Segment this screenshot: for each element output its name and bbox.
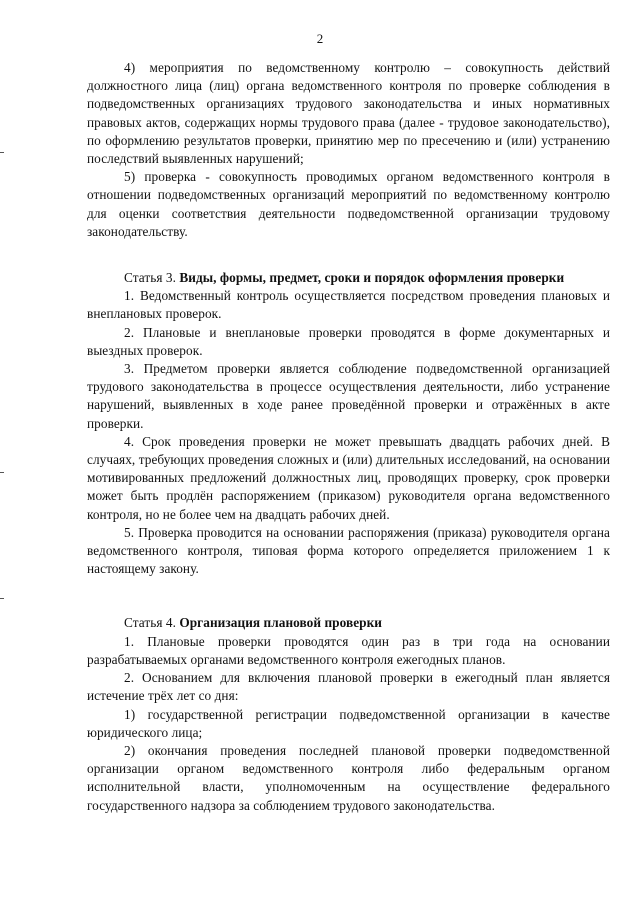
article-3-item-5: 5. Проверка проводится на основании распоряжения (приказа) руководителя органа ведомственного контроля, типовая форма которого определяется приложением 1 к настоящему закону.	[87, 524, 610, 577]
article-4-item-2: 2. Основанием для включения плановой проверки в ежегодный план является истечение трёх лет со дня:	[87, 670, 610, 704]
article-4-title: Организация плановой проверки	[179, 615, 383, 631]
definition-item-4: 4) мероприятия по ведомственному контролю – совокупность действий должностного лица (лиц) органа ведомственного контроля по проверке соблюдения в подведомственных организациях трудового законодательства и иных нормативных правовых актов, содержащих нормы трудового права (далее - трудовое законодательство), по оформлению результатов проверки, принятию мер по пресечению и (или) устранению последствий выявленных нарушений;	[87, 60, 610, 167]
article-3-prefix: Статья 3.	[124, 270, 176, 286]
definition-item-5: 5) проверка - совокупность проводимых органом ведомственного контроля в отношении подведомственных организаций мероприятий по ведомственному контролю для оценки соответствия деятельности подведомственной организации трудовому законодательству.	[87, 169, 610, 239]
article-4-subitem-1: 1) государственной регистрации подведомственной организации в качестве юридического лица;	[87, 706, 610, 740]
article-4-item-1: 1. Плановые проверки проводятся один раз в три года на основании разрабатываемых органами ведомственного контроля ежегодных планов.	[87, 633, 610, 667]
article-3-item-2: 2. Плановые и внеплановые проверки проводятся в форме документарных и выездных проверок.	[87, 324, 610, 358]
spacer	[87, 578, 610, 614]
page-number: 2	[316, 31, 324, 46]
article-3-title: Виды, формы, предмет, сроки и порядок оформления проверки	[179, 270, 565, 286]
article-4-heading	[87, 614, 610, 632]
scan-edge-mark	[0, 152, 4, 153]
scan-edge-mark	[0, 472, 4, 473]
article-3-heading	[87, 269, 610, 287]
document-body	[87, 59, 610, 815]
article-4-prefix: Статья 4.	[124, 615, 176, 631]
scan-edge-mark	[0, 598, 4, 599]
article-3-item-1: 1. Ведомственный контроль осуществляется посредством проведения плановых и внеплановых проверок.	[87, 288, 610, 322]
article-4-subitem-2: 2) окончания проведения последней плановой проверки подведомственной организации органом ведомственного контроля либо федеральным органом исполнительной власти, уполномоченным на осуществление федерального государственного надзора за соблюдением трудового законодательства.	[87, 742, 610, 813]
article-3-item-3: 3. Предметом проверки является соблюдение подведомственной организацией трудового законодательства в процессе осуществления деятельности, либо устранение нарушений, выявленных в ходе ранее проведённой проверки и отражённых в акте проверки.	[87, 361, 610, 431]
article-3-item-4: 4. Срок проведения проверки не может превышать двадцать рабочих дней. В случаях, требующих проведения сложных и (или) длительных исследований, на основании мотивированных предложений должностных лиц, проводящих проверку, срок проверки может быть продлён распоряжением (приказом) руководителя органа ведомственного контроля, но не более чем на двадцать рабочих дней.	[87, 433, 610, 522]
spacer	[87, 241, 610, 269]
